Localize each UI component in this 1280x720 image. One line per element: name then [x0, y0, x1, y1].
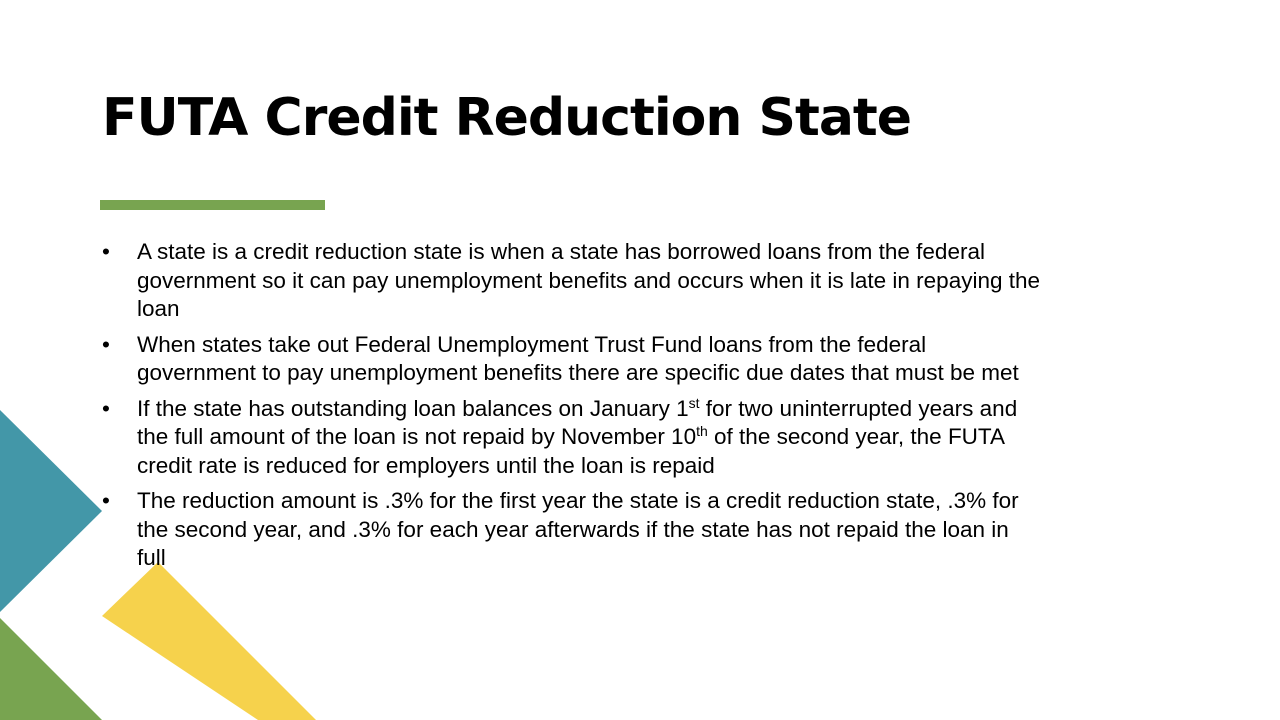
bullet-item: [102, 238, 1042, 324]
bullet-text: When states take out Federal Unemployment Trust Fund loans from the federal government to pay unemployment benefits there are specific due dates that must be met: [137, 331, 1019, 385]
bullet-item: [102, 331, 1042, 388]
bullet-item: [102, 395, 1042, 481]
yellow-chevron-shape: [102, 562, 316, 720]
bullet-text: A state is a credit reduction state is when a state has borrowed loans from the federal government so it can pay unemployment benefits and occurs when it is late in repaying the loan: [137, 239, 1041, 321]
title-accent-bar: [100, 200, 325, 210]
bullet-item: [102, 487, 1042, 573]
ordinal-suffix: st: [688, 394, 700, 411]
bullet-point-icon: •: [102, 395, 110, 421]
teal-triangle-shape: [0, 410, 102, 612]
bullet-point-icon: •: [102, 488, 110, 513]
ordinal-suffix: th: [696, 423, 708, 439]
bullet-text-part: If the state has outstanding loan balances on January 1: [137, 395, 689, 421]
bullet-point-icon: •: [102, 331, 110, 357]
bullet-list: [102, 238, 1042, 580]
bullet-point-icon: •: [102, 239, 110, 264]
slide-title: FUTA Credit Reduction State: [102, 88, 912, 148]
green-triangle-shape: [0, 618, 102, 720]
bullet-text-part: of the second year, the FUTA credit rate is reduced for employers until the loan is repaid: [137, 424, 1004, 478]
bullet-text: The reduction amount is .3% for the first year the state is a credit reduction state, .3% for the second year, and .3% for each year afterwards if the state has not repaid the loan in full: [137, 488, 1019, 570]
bullet-text-part: for two uninterrupted years and the full amount of the loan is not repaid by November 10: [137, 395, 1018, 449]
